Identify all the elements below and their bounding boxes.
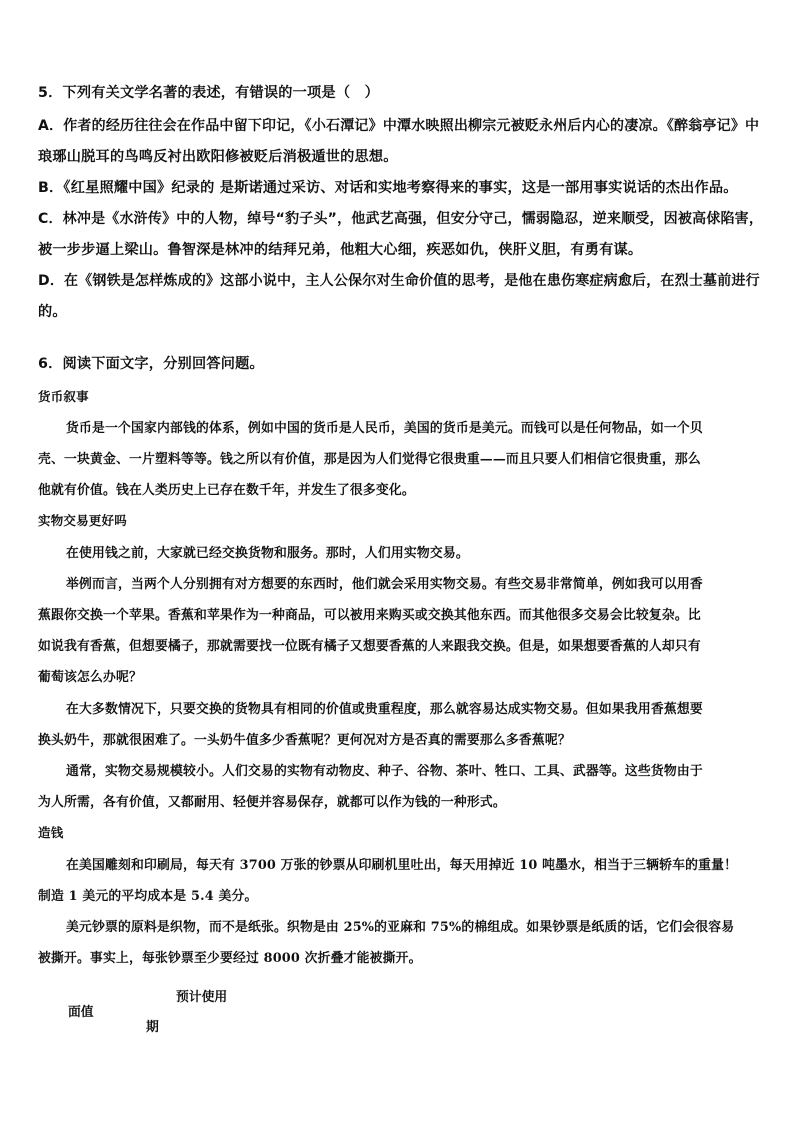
table-header-denomination: 面值 xyxy=(68,1005,94,1020)
table-header-expected-life: 预计使用 xyxy=(176,990,228,1005)
paragraph-line: 在大多数情况下，只要交换的货物具有相同的价值或贵重程度，那么就容易达成实物交易。但如果我用香蕉想要 xyxy=(66,702,703,717)
section-heading-barter: 实物交易更好吗 xyxy=(38,513,127,528)
paragraph-line: 在使用钱之前，大家就已经交换货物和服务。那时，人们用实物交易。 xyxy=(66,546,469,561)
paragraph-line: 货币是一个国家内部钱的体系，例如中国的货币是人民币，美国的货币是美元。而钱可以是任何物品，如一个贝 xyxy=(66,421,703,436)
paragraph-line: 葡萄该怎么办呢？ xyxy=(38,670,142,685)
paragraph-line: 制造 1 美元的平均成本是 5.4 美分。 xyxy=(38,889,258,904)
paragraph-line: 为人所需，各有价值，又都耐用、轻便并容易保存，就都可以作为钱的一种形式。 xyxy=(38,795,506,810)
section-heading-making-money: 造钱 xyxy=(38,825,64,840)
option-a-line-2: 琅琊山脱耳的鸟鸣反衬出欧阳修被贬后消极遁世的思想。 xyxy=(38,149,398,165)
option-c-line-2: 被一步步逼上梁山。鲁智深是林冲的结拜兄弟，他粗大心细，疾恶如仇，侠肝义胆，有勇有谋。 xyxy=(38,242,643,258)
paragraph-line: 举例而言，当两个人分别拥有对方想要的东西时，他们就会采用实物交易。有些交易非常简单，例如我可以用香 xyxy=(66,577,703,592)
option-d-line-2: 的。 xyxy=(38,304,67,320)
option-c-line-1: C．林冲是《水浒传》中的人物，绰号“豹子头”，他武艺高强，但安分守己，懦弱隐忍，逆来顺受，因被高俅陷害， xyxy=(38,211,764,227)
table-header-expected-life-cont: 期 xyxy=(146,1020,159,1035)
paragraph-line: 换头奶牛，那就很困难了。一头奶牛值多少香蕉呢？更何况对方是否真的需要那么多香蕉呢？ xyxy=(38,733,571,748)
option-b-line-1: B．《红星照耀中国》纪录的 是斯诺通过采访、对话和实地考察得来的事实，这是一部用事实说话的杰出作品。 xyxy=(38,180,738,196)
paragraph-line: 如说我有香蕉，但想要橘子，那就需要找一位既有橘子又想要香蕉的人来跟我交换。但是，如果想要香蕉的人却只有 xyxy=(38,639,701,654)
question-6-stem: 6．阅读下面文字，分别回答问题。 xyxy=(38,356,264,372)
paragraph-line: 美元钞票的原料是织物，而不是纸张。织物是由 25%的亚麻和 75%的棉组成。如果钞票是纸质的话，它们会很容易 xyxy=(66,920,735,935)
section-heading-currency: 货币叙事 xyxy=(38,389,89,404)
paragraph-line: 壳、一块黄金、一片塑料等等。钱之所以有价值，那是因为人们觉得它很贵重——而且只要人们相信它很贵重，那么 xyxy=(38,452,701,467)
paragraph-line: 蕉跟你交换一个苹果。香蕉和苹果作为一种商品，可以被用来购买或交换其他东西。而其他很多交易会比较复杂。比 xyxy=(38,608,701,623)
option-a-line-1: A．作者的经历往往会在作品中留下印记，《小石潭记》中潭水映照出柳宗元被贬永州后内心的凄凉。《醉翁亭记》中 xyxy=(38,118,760,134)
paragraph-line: 在美国雕刻和印刷局，每天有 3700 万张的钞票从印刷机里吐出，每天用掉近 10 吨墨水，相当于三辆轿车的重量！ xyxy=(66,858,738,873)
paragraph-line: 通常，实物交易规模较小。人们交易的实物有动物皮、种子、谷物、茶叶、牲口、工具、武器等。这些货物由于 xyxy=(66,764,703,779)
paragraph-line: 被撕开。事实上，每张钞票至少要经过 8000 次折叠才能被撕开。 xyxy=(38,951,422,966)
question-5-stem: 5．下列有关文学名著的表述，有错误的一项是（ ） xyxy=(38,85,379,101)
paragraph-line: 他就有价值。钱在人类历史上已存在数千年，并发生了很多变化。 xyxy=(38,483,415,498)
option-d-line-1: D．在《钢铁是怎样炼成的》这部小说中，主人公保尔对生命价值的思考，是他在患伤寒症病愈后，在烈士墓前进行 xyxy=(38,273,760,289)
